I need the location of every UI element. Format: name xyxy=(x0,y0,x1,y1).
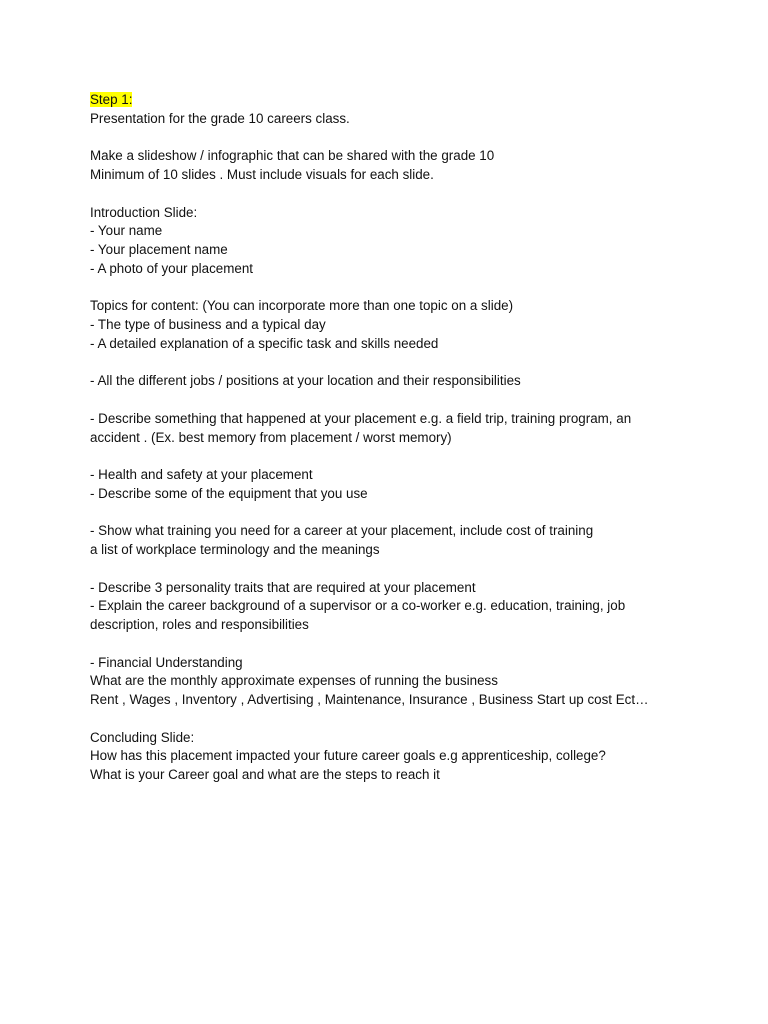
conclusion-heading: Concluding Slide: xyxy=(90,729,195,745)
instructions-line-1: Make a slideshow / infographic that can be shared with the grade 10 xyxy=(90,148,495,164)
finance-question: What are the monthly approximate expenses of running the business xyxy=(90,673,498,689)
intro-item: - Your placement name xyxy=(90,242,228,257)
topics-heading: Topics for content: (You can incorporate more than one topic on a slide) xyxy=(90,298,514,314)
spacer xyxy=(90,710,730,729)
equipment-item: - Describe some of the equipment that you use xyxy=(90,485,368,501)
assignment-title: Presentation for the grade 10 careers class. xyxy=(90,110,350,126)
step-label-highlight: Step 1: xyxy=(90,92,133,107)
spacer xyxy=(90,447,730,466)
finance-heading: - Financial Understanding xyxy=(90,654,243,670)
career-background-item-line: description, roles and responsibilities xyxy=(90,617,309,632)
spacer xyxy=(90,185,730,204)
spacer xyxy=(90,504,730,523)
career-background-item-line: - Explain the career background of a supervisor or a co-worker e.g. education, training, job xyxy=(90,598,626,614)
topics-item: - A detailed explanation of a specific task and skills needed xyxy=(90,335,439,351)
intro-heading: Introduction Slide: xyxy=(90,204,198,220)
training-item-line: a list of workplace terminology and the meanings xyxy=(90,542,380,557)
spacer xyxy=(90,635,730,654)
intro-item: - A photo of your placement xyxy=(90,260,254,276)
conclusion-item: What is your Career goal and what are the steps to reach it xyxy=(90,767,440,782)
spacer xyxy=(90,129,730,148)
jobs-item: - All the different jobs / positions at your location and their responsibilities xyxy=(90,373,521,389)
document-page xyxy=(90,91,730,785)
finance-expenses: Rent , Wages , Inventory , Advertising , Maintenance, Insurance , Business Start up cost Ect… xyxy=(90,692,649,707)
training-item-line: - Show what training you need for a career at your placement, include cost of training xyxy=(90,523,594,539)
intro-item: - Your name xyxy=(90,223,163,239)
instructions-line-2: Minimum of 10 slides . Must include visuals for each slide. xyxy=(90,167,434,182)
spacer xyxy=(90,354,730,373)
event-item-line: - Describe something that happened at your placement e.g. a field trip, training program, an xyxy=(90,410,632,426)
conclusion-item: How has this placement impacted your future career goals e.g apprenticeship, college? xyxy=(90,748,606,764)
spacer xyxy=(90,279,730,298)
topics-item: - The type of business and a typical day xyxy=(90,317,326,332)
health-item: - Health and safety at your placement xyxy=(90,467,313,482)
event-item-line: accident . (Ex. best memory from placement / worst memory) xyxy=(90,429,452,445)
traits-item: - Describe 3 personality traits that are required at your placement xyxy=(90,579,476,595)
step-heading xyxy=(90,91,730,110)
spacer xyxy=(90,560,730,579)
spacer xyxy=(90,391,730,410)
